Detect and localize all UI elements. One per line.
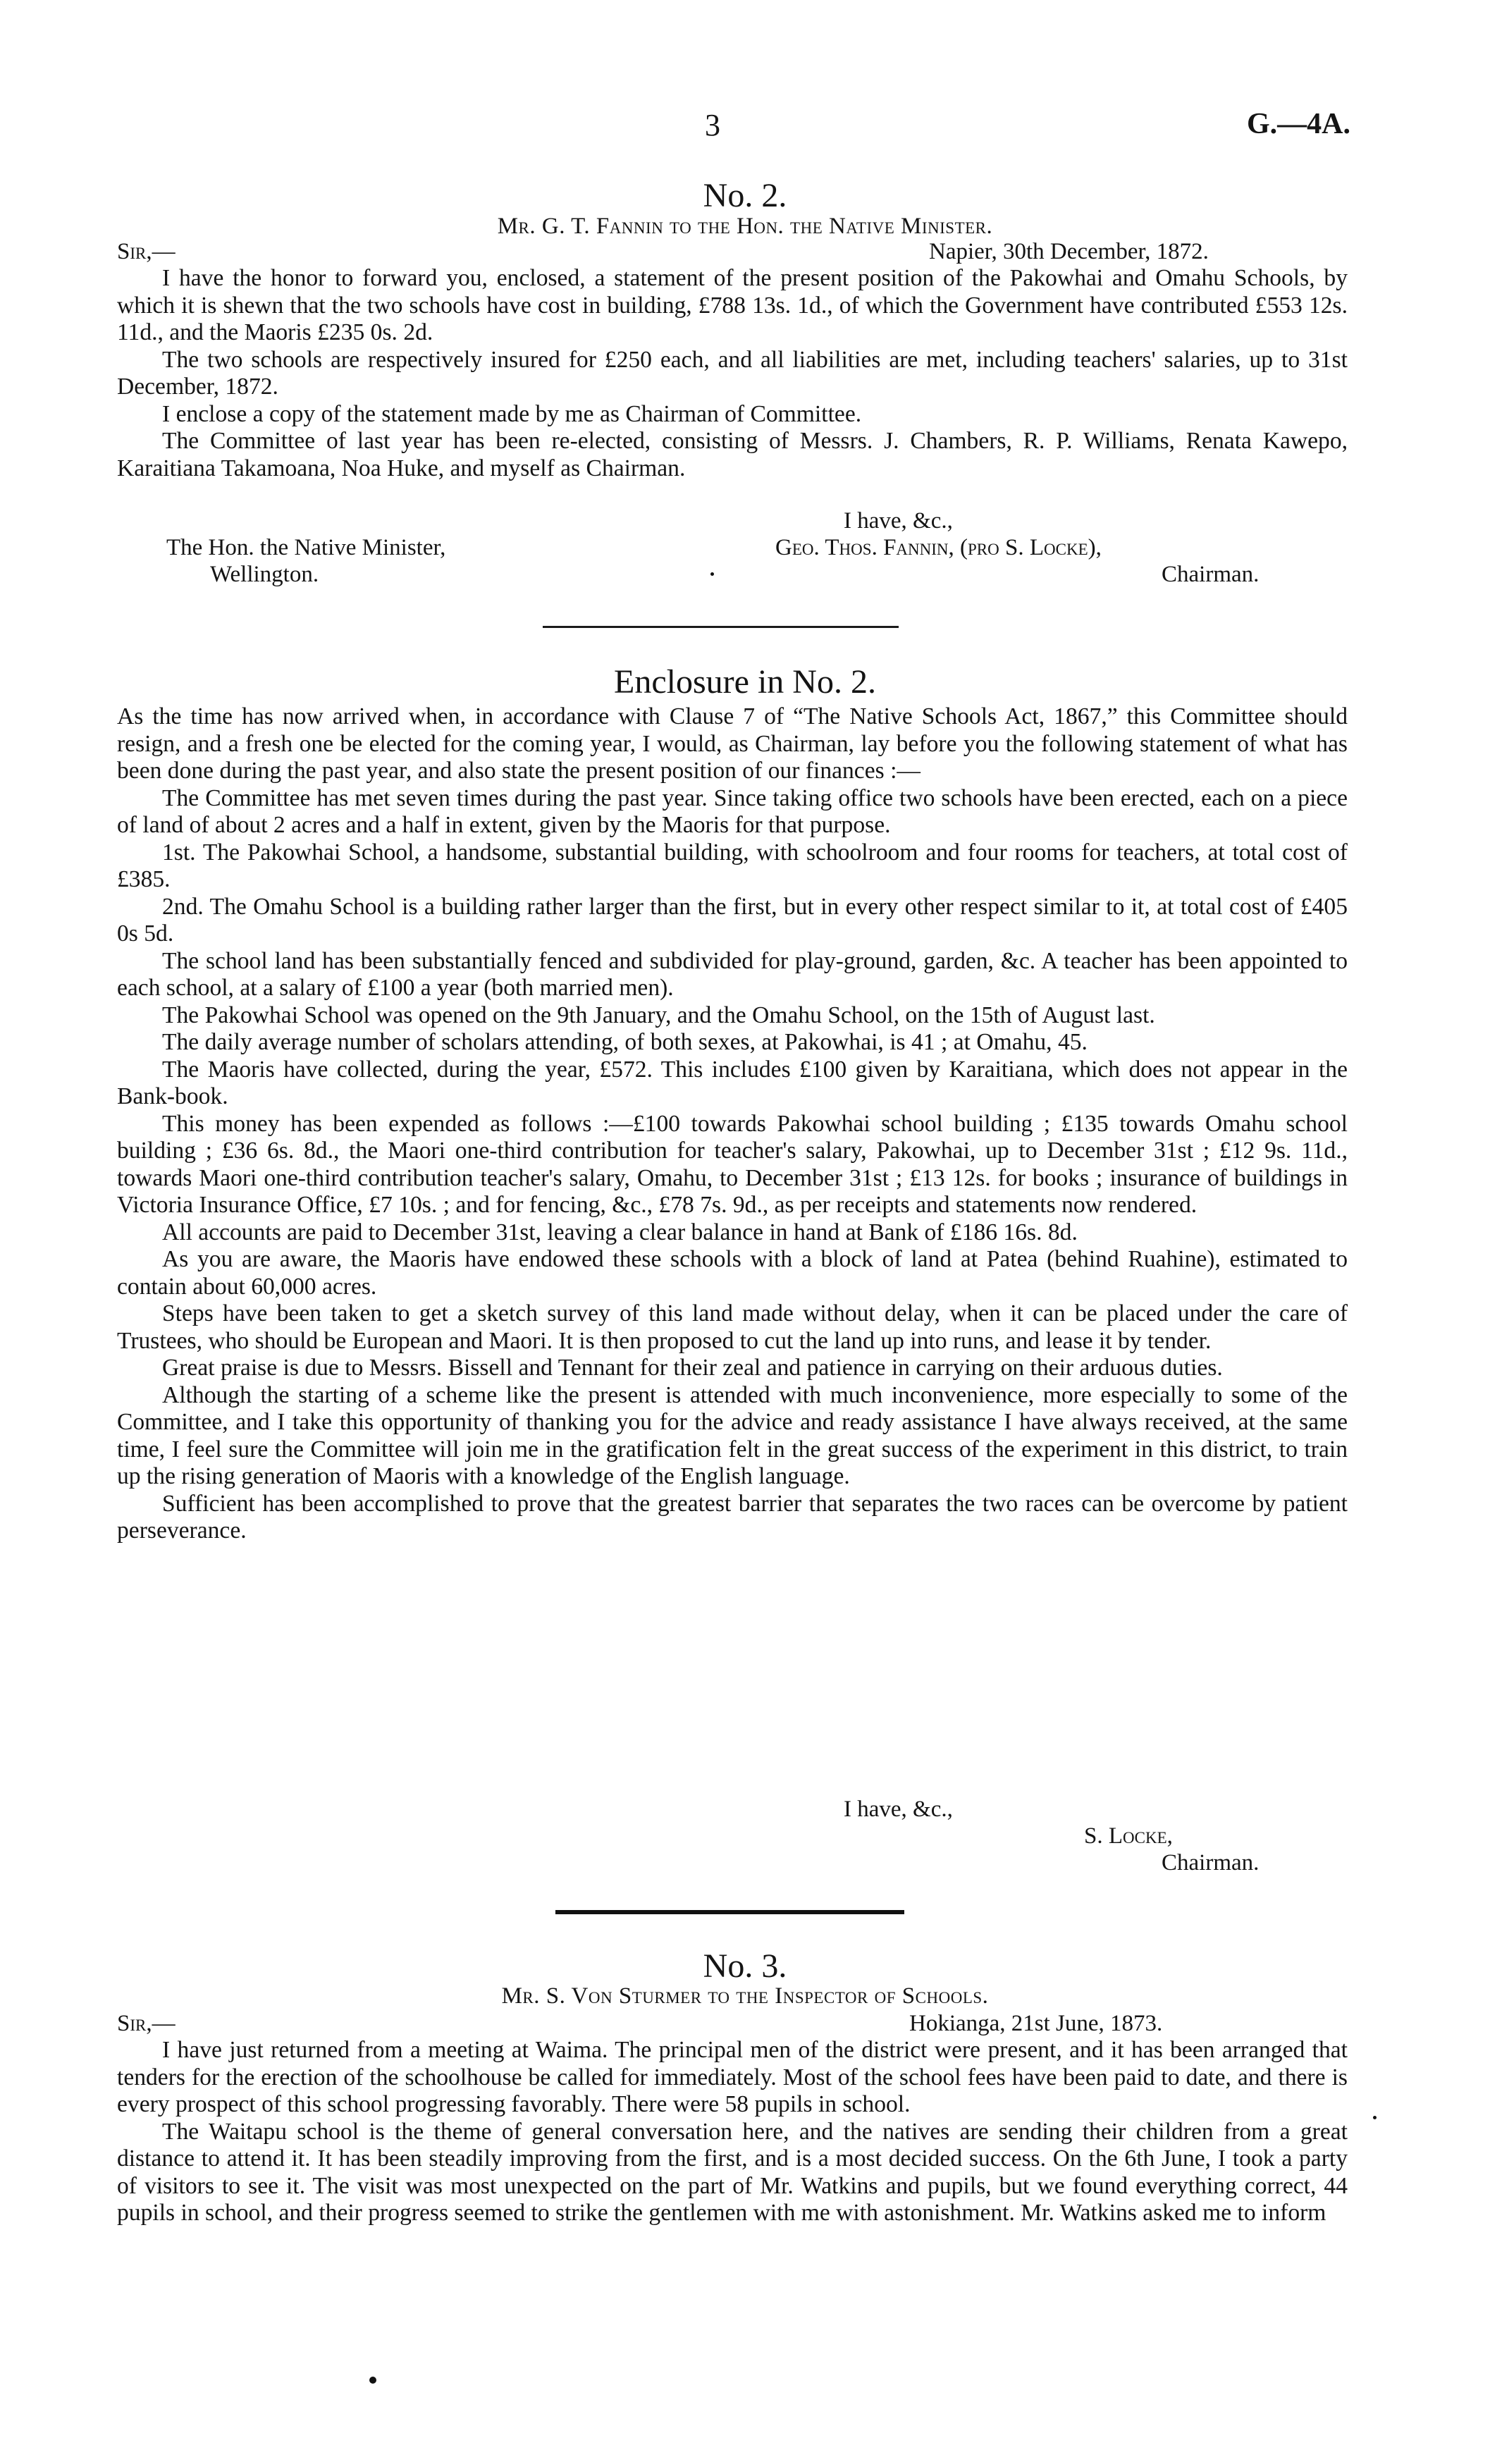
place-date: Napier, 30th December, 1872. [929,239,1209,264]
salutation: Sir,— [117,2011,176,2036]
addressee-city: Wellington. [210,562,319,587]
paragraph: The school land has been substantially fenced and subdivided for play-ground, garden, &c. A teacher has been appointed to each school, at a salary of £100 a year (both married men). [117,947,1348,1001]
stray-mark [710,572,714,576]
letter-number-heading: No. 3. [703,1947,787,1985]
closing: I have, &c., [844,1797,953,1822]
closing: I have, &c., [844,508,953,534]
section-divider [555,1910,904,1914]
document-reference: G.—4A. [1247,108,1350,140]
place-date: Hokianga, 21st June, 1873. [909,2011,1163,2036]
enclosure-body [117,703,1348,1545]
signature: Geo. Thos. Fannin, (pro S. Locke), [775,535,1102,560]
paragraph: I have the honor to forward you, enclosed, a statement of the present position of the Pakowhai and Omahu Schools, by which it is shewn that the two schools have cost in building, £788 13s. 1d., of which the Government have contributed £553 12s. 11d., and the Maoris £235 0s. 2d. [117,265,1348,345]
letter-number-heading: No. 2. [703,177,787,214]
letter-from-to: Mr. G. T. Fannin to the Hon. the Native Minister. [497,214,993,239]
paragraph: Great praise is due to Messrs. Bissell and Tennant for their zeal and patience in carrying on their arduous duties. [162,1355,1223,1381]
stray-mark [1373,2116,1377,2119]
paragraph: As the time has now arrived when, in accordance with Clause 7 of “The Native Schools Act, 1867,” this Committee should resign, and a fresh one be elected for the coming year, I would, as Chairman, lay before you the following statement of what has been done during the past year, and also state the present position of our finances :— [117,703,1348,784]
salutation: Sir,— [117,239,176,264]
enclosure-heading: Enclosure in No. 2. [614,663,876,701]
signature-title: Chairman. [1162,1850,1260,1875]
paragraph: The daily average number of scholars attending, of both sexes, at Pakowhai, is 41 ; at Omahu, 45. [162,1029,1088,1055]
paragraph: 1st. The Pakowhai School, a handsome, substantial building, with schoolroom and four rooms for teachers, at total cost of £385. [117,839,1348,892]
paragraph: The Committee of last year has been re-elected, consisting of Messrs. J. Chambers, R. P. Williams, Renata Kawepo, Karaitiana Takamoana, Noa Huke, and myself as Chairman. [117,428,1348,481]
signature: S. Locke, [1084,1823,1173,1849]
letter-body [117,265,1348,482]
paragraph: The two schools are respectively insured for £250 each, and all liabilities are met, including teachers' salaries, up to 31st December, 1872. [117,346,1348,400]
paragraph: As you are aware, the Maoris have endowed these schools with a block of land at Patea (behind Ruahine), estimated to contain about 60,000 acres. [117,1246,1348,1300]
paragraph: The Committee has met seven times during the past year. Since taking office two schools have been erected, each on a piece of land of about 2 acres and a half in extent, given by the Maoris for that purpose. [117,784,1348,838]
paragraph: I enclose a copy of the statement made by me as Chairman of Committee. [162,400,862,427]
page-number: 3 [705,108,720,142]
paragraph: Although the starting of a scheme like the present is attended with much inconvenience, more especially to some of the Committee, and I take this opportunity of thanking you for the advice and ready assistance I have always received, at the same time, I feel sure the Committee will join me in the gratification felt in the great success of the experiment in this district, to train up the rising generation of Maoris with a knowledge of the English language. [117,1381,1348,1489]
paragraph: This money has been expended as follows :—£100 towards Pakowhai school building ; £135 towards Omahu school building ; £36 6s. 8d., the Maori one-third contribution for teacher's salary, Pakowhai, up to December 31st ; £12 9s. 11d., towards Maori one-third contribution teacher's salary, Omahu, to December 31st ; £13 12s. for books ; insurance of buildings in Victoria Insurance Office, £7 10s. ; and for fencing, &c., £78 7s. 9d., as per receipts and statements now rendered. [117,1110,1348,1218]
paragraph: I have just returned from a meeting at Waima. The principal men of the district were present, and it has been arranged that tenders for the erection of the schoolhouse be called for immediately. Most of the school fees have been paid to date, and there is every prospect of this school progressing favorably. There were 58 pupils in school. [117,2037,1348,2117]
letter-body [117,2037,1348,2227]
letter-from-to: Mr. S. Von Sturmer to the Inspector of Schools. [501,1983,989,2009]
paragraph: Steps have been taken to get a sketch survey of this land made without delay, when it can be placed under the care of Trustees, who should be European and Maori. It is then proposed to cut the land up into runs, and lease it by tender. [117,1300,1348,1354]
paragraph: 2nd. The Omahu School is a building rather larger than the first, but in every other respect similar to it, at total cost of £405 0s 5d. [117,893,1348,947]
paragraph: The Pakowhai School was opened on the 9th January, and the Omahu School, on the 15th of August last. [162,1002,1155,1028]
paragraph: All accounts are paid to December 31st, leaving a clear balance in hand at Bank of £186 16s. 8d. [162,1219,1078,1245]
ink-spot [369,2377,376,2384]
paragraph: The Maoris have collected, during the year, £572. This includes £100 given by Karaitiana, which does not appear in the Bank-book. [117,1056,1348,1109]
addressee: The Hon. the Native Minister, [166,535,446,560]
paragraph: The Waitapu school is the theme of general conversation here, and the natives are sending their children from a great distance to attend it. It has been steadily improving from the first, and is a most decided success. On the 6th June, I took a party of visitors to see it. The visit was most unexpected on the part of Mr. Watkins and pupils, but we found everything correct, 44 pupils in school, and their progress seemed to strike the gentlemen with me with astonishment. Mr. Watkins asked me to inform [117,2118,1348,2226]
signature-title: Chairman. [1162,562,1260,587]
paragraph: Sufficient has been accomplished to prove that the greatest barrier that separates the two races can be overcome by patient perseverance. [117,1490,1348,1544]
section-divider [543,626,899,628]
